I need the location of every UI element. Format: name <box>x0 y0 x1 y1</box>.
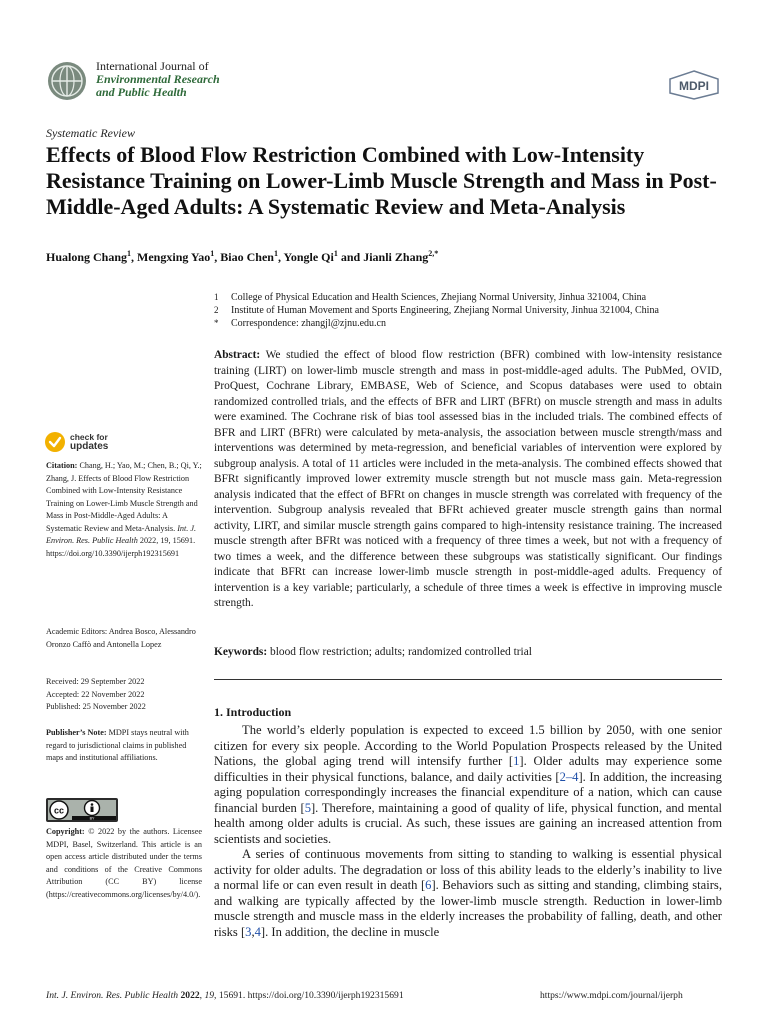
journal-name-line2: Environmental Research <box>96 72 220 86</box>
mdpi-logo-text: MDPI <box>679 79 709 93</box>
journal-name-line1: International Journal of <box>96 59 209 73</box>
paragraph-text: ]. Behaviors such as sitting and standing, climbing stairs, and walking are typically affected by the lower-limb muscle strength. Reduction in lower-limb muscle strength and muscle mass in the elderly increases the probability of falling, death, and other risks [ <box>214 878 722 939</box>
keywords <box>214 646 722 658</box>
reference-link[interactable]: 4 <box>254 924 261 939</box>
author-name: Jianli Zhang <box>363 250 429 264</box>
date-received: Received: 29 September 2022 <box>46 677 145 686</box>
journal-emblem-icon <box>46 60 88 102</box>
section-heading-introduction: 1. Introduction <box>214 705 292 719</box>
paragraph-text: A series of continuous movements from sitting to standing to walking is essential physical activity for older adults. The degradation or loss of this ability leads to the elderly’s inability to live a normal life or can even result in death [ <box>214 847 722 892</box>
citation-text: Chang, H.; Yao, M.; Chen, B.; Qi, Y.; Zhang, J. Effects of Blood Flow Restriction Combined with Low-Intensity Resistance Training on Lower-Limb Muscle Strength and Mass in Post-Middle-Aged Adults: A Systematic Review and Meta-Analysis. <box>46 461 202 533</box>
author-separator: , <box>277 250 284 264</box>
article-title: Effects of Blood Flow Restriction Combined with Low-Intensity Resistance Training on Lower-Limb Muscle Strength and Mass in Post-Middle-Aged Adults: A Systematic Review and Meta-Analysis <box>46 142 717 219</box>
footer-journal: Int. J. Environ. Res. Public Health <box>46 990 179 1001</box>
author-list <box>46 249 438 265</box>
publisher-note-label: Publisher’s Note: <box>46 728 107 737</box>
abstract-label: Abstract: <box>214 349 261 361</box>
affiliation-text: College of Physical Education and Health Sciences, Zhejiang Normal University, Jinhua 321004, China <box>231 292 647 303</box>
intro-paragraph-1 <box>214 723 722 847</box>
paragraph-text: The world’s elderly population is expected to exceed 1.5 billion by 2050, with one senior citizen for every six people. According to the World Population Prospects released by the United Nations, the global aging trend will intensify further [ <box>214 723 722 768</box>
academic-editors: Academic Editors: Andrea Bosco, Alessandro Oronzo Caffò and Antonella Lopez <box>46 627 196 649</box>
keywords-label: Keywords: <box>214 646 268 658</box>
citation-tail: 2022, 19, 15691. https://doi.org/10.3390/ijerph192315691 <box>46 536 196 558</box>
paragraph-text: ]. In addition, the increasing aging population correspondingly increases the financial expenditure of a nation, which can cause financial burden [ <box>214 769 722 815</box>
author-affiliation-mark: 2,* <box>428 249 439 258</box>
paragraph-text: , <box>251 924 255 939</box>
author-affiliation-mark: 1 <box>127 249 132 258</box>
mdpi-logo <box>666 70 722 100</box>
citation-journal: Int. J. Environ. Res. Public Health <box>46 523 197 545</box>
cc-by-icon[interactable] <box>46 798 118 822</box>
paragraph-text: ]. Therefore, maintaining a good of quality of life, physical function, and mental health among older adults is crucial. As such, these issues are gaining an increased attention from scientists and societies. <box>214 800 723 846</box>
citation-label: Citation: <box>46 461 78 470</box>
affiliation-item <box>214 291 734 304</box>
footer-doi: , 15691. https://doi.org/10.3390/ijerph192315691 <box>214 990 404 1001</box>
author-separator: and <box>337 250 364 264</box>
reference-link[interactable]: 2–4 <box>559 769 579 784</box>
reference-link[interactable]: 3 <box>245 924 252 939</box>
reference-link[interactable]: 5 <box>304 800 311 815</box>
author-name: Mengxing Yao <box>137 250 211 264</box>
publisher-note <box>46 727 202 765</box>
footer-citation: Int. J. Environ. Res. Public Health 2022, 19, 15691. https://doi.org/10.3390/ijerph192315691 <box>46 990 404 1001</box>
svg-text:BY: BY <box>89 816 95 821</box>
footer-year: 2022 <box>180 990 200 1001</box>
author-separator: , <box>131 250 138 264</box>
author-affiliation-mark: 1 <box>273 249 278 258</box>
keywords-text: blood flow restriction; adults; randomized controlled trial <box>270 646 532 658</box>
author-name: Biao Chen <box>220 250 274 264</box>
affiliation-item <box>214 304 734 317</box>
svg-text:cc: cc <box>53 805 65 816</box>
footer-journal-url[interactable]: https://www.mdpi.com/journal/ijerph <box>540 990 683 1001</box>
publisher-note-text: MDPI stays neutral with regard to jurisdictional claims in published maps and institutional affiliations. <box>46 728 189 762</box>
affiliation-item <box>214 317 734 330</box>
check-updates-line2: updates <box>70 441 109 452</box>
paragraph-text: ]. Older adults may experience some difficulties in their physical functions, balance, and daily activities [ <box>214 754 723 784</box>
author-name: Yongle Qi <box>283 250 334 264</box>
affiliations <box>214 291 734 330</box>
reference-link[interactable]: 6 <box>425 878 432 892</box>
reference-link[interactable]: 1 <box>513 754 520 768</box>
abstract <box>214 348 722 612</box>
author-affiliation-mark: 1 <box>333 249 338 258</box>
check-updates-icon <box>44 431 66 453</box>
journal-name-line3: and Public Health <box>96 85 187 99</box>
author-separator: , <box>214 250 221 264</box>
check-updates-line1: check for <box>70 432 108 442</box>
date-accepted: Accepted: 22 November 2022 <box>46 689 145 699</box>
copyright-text: © 2022 by the authors. Licensee MDPI, Basel, Switzerland. This article is an open access article distributed under the terms and conditions of the Creative Commons Attribution (CC BY) license (https://creativecommons.org/licenses/by/4.0/). <box>46 827 203 899</box>
affiliation-text: Institute of Human Movement and Sports Engineering, Zhejiang Normal University, Jinhua 321004, China <box>231 305 659 316</box>
paragraph-text: ]. In addition, the decline in muscle <box>260 924 440 939</box>
check-for-updates-button[interactable] <box>44 431 108 453</box>
abstract-text: We studied the effect of blood flow restriction (BFR) combined with low-intensity resistance training (LIRT) on lower-limb muscle strength and mass in post-middle-aged adults. The PubMed, OVID, ProQuest, Cochrane Library, EMBASE, Web of Science, and Scopus databases were used to obtain randomized controlled trials, and the effects of BFR and LIRT (BFRt) on muscle strength and mass in adults were examined. The Cochrane risk of bias tool assessed bias in the included trials. The combined effects of BFR and LIRT (BFRt) were calculated by meta-analysis, the association between muscle strength/mass and interventions was determined by meta-regression, and beneficial variables of intervention were explored by subgroup analysis. A total of 11 articles were included in the meta-analysis. The combined effects showed that BFRt significantly improved lower extremity muscle strength but not muscle mass gain. Meta-regression analysis indicated that the effect of BFRt on changes in muscle strength was correlated with frequency of the intervention. Subgroup analysis revealed that BFRt achieved greater muscle strength gains than normal activity, LIRT, and similar muscle strength gains compared to high-intensity resistance training. The increased muscle strength after BFRt was noticed with a frequency of three times a week, but not with a frequency of two times a week, and the difference between these subgroups was statistically significant. Our findings indicate that BFRt can increase lower-limb muscle strength in post-middle-aged adults. Frequency of intervention is a key variable; particularly, a schedule of three times a week is effective in improving muscle strength. <box>214 349 722 609</box>
publication-dates <box>46 676 202 714</box>
journal-name <box>96 60 220 99</box>
affiliation-mark: 1 <box>214 292 219 302</box>
affiliation-text: Correspondence: zhangjl@zjnu.edu.cn <box>231 318 386 329</box>
footer-volume: 19 <box>204 990 215 1001</box>
affiliation-mark: 2 <box>214 305 219 315</box>
intro-paragraph-2 <box>214 847 722 940</box>
affiliation-mark: * <box>214 318 219 328</box>
citation <box>46 460 202 560</box>
article-type: Systematic Review <box>46 126 135 140</box>
section-divider <box>214 679 722 680</box>
copyright-label: Copyright: <box>46 827 85 836</box>
copyright <box>46 826 202 901</box>
author-name: Hualong Chang <box>46 250 128 264</box>
author-affiliation-mark: 1 <box>210 249 215 258</box>
date-published: Published: 25 November 2022 <box>46 702 146 711</box>
